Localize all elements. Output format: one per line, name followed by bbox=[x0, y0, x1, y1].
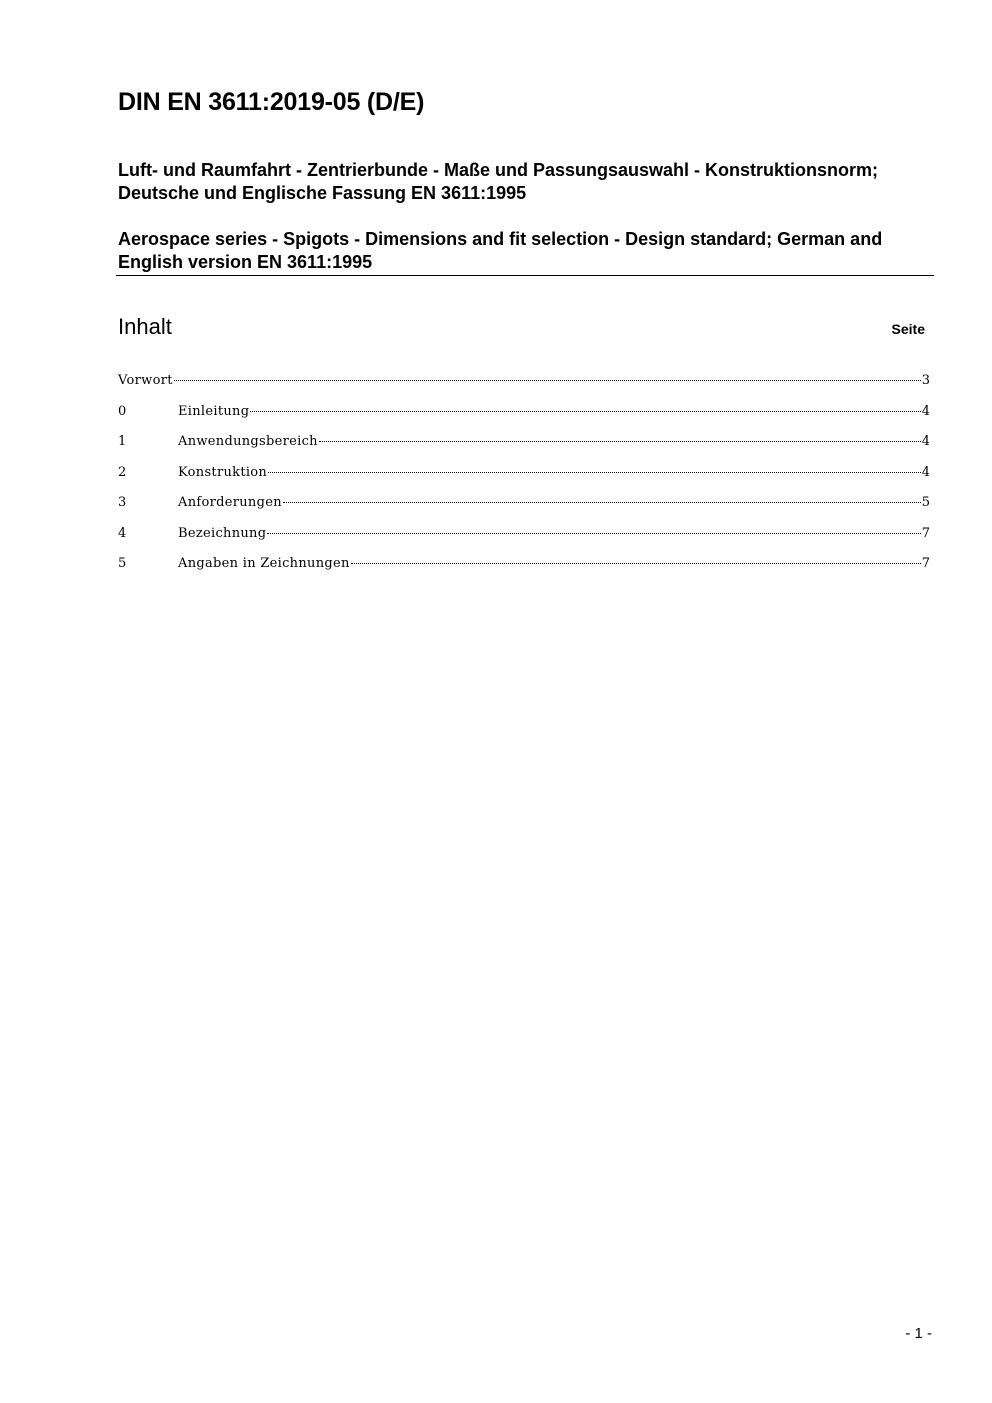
toc-entry-number: 3 bbox=[118, 495, 127, 510]
toc-entry-page: 5 bbox=[921, 495, 930, 510]
toc-entry-anforderungen[interactable] bbox=[118, 493, 930, 524]
toc-entry-number: 0 bbox=[118, 403, 127, 419]
toc-entry-angaben-in-zeichnungen[interactable] bbox=[118, 554, 930, 585]
toc-dot-leader bbox=[250, 399, 920, 412]
toc-entry-konstruktion[interactable] bbox=[118, 463, 930, 494]
toc-dot-leader bbox=[351, 551, 921, 564]
subtitle-english: Aerospace series - Spigots - Dimensions and fit selection - Design standard; German and English version EN 3611:1995 bbox=[118, 229, 883, 272]
toc-dot-leader bbox=[268, 460, 921, 473]
toc-entry-page: 7 bbox=[921, 525, 930, 541]
toc-dot-leader bbox=[267, 521, 920, 534]
toc-entry-number: 5 bbox=[118, 556, 127, 571]
toc-entry-page: 3 bbox=[921, 373, 930, 388]
title-divider bbox=[116, 275, 934, 276]
toc-entry-number: 1 bbox=[118, 434, 127, 449]
toc-entry-page: 4 bbox=[921, 464, 930, 480]
toc-entry-einleitung[interactable] bbox=[118, 402, 930, 433]
toc-heading: Inhalt bbox=[118, 314, 172, 339]
toc-entry-bezeichnung[interactable] bbox=[118, 524, 930, 555]
toc-entry-anwendungsbereich[interactable] bbox=[118, 432, 930, 463]
toc-entry-page: 4 bbox=[921, 403, 930, 419]
toc-dot-leader bbox=[174, 368, 921, 381]
toc-entry-title: Konstruktion bbox=[178, 464, 268, 480]
table-of-contents bbox=[118, 371, 930, 585]
document-title: DIN EN 3611:2019-05 (D/E) bbox=[118, 88, 425, 116]
toc-page-column-label: Seite bbox=[891, 321, 925, 337]
toc-entry-title: Bezeichnung bbox=[178, 525, 267, 541]
toc-entry-title: Angaben in Zeichnungen bbox=[178, 556, 350, 571]
toc-entry-number: 4 bbox=[118, 525, 127, 541]
toc-entry-page: 4 bbox=[921, 434, 930, 449]
footer-page-number: - 1 - bbox=[905, 1325, 932, 1342]
toc-entry-title: Einleitung bbox=[178, 403, 250, 419]
toc-entry-vorwort[interactable] bbox=[118, 371, 930, 402]
toc-entry-number: 2 bbox=[118, 464, 127, 480]
toc-dot-leader bbox=[283, 490, 921, 503]
toc-entry-title: Anforderungen bbox=[178, 495, 282, 510]
subtitle-german: Luft- und Raumfahrt - Zentrierbunde - Maße und Passungsauswahl - Konstruktionsnorm; Deutsche und Englische Fassung EN 3611:1995 bbox=[118, 160, 879, 203]
toc-entry-title: Anwendungsbereich bbox=[178, 434, 318, 449]
toc-entry-title: Vorwort bbox=[118, 373, 173, 388]
toc-entry-page: 7 bbox=[921, 556, 930, 571]
toc-dot-leader bbox=[319, 429, 921, 442]
